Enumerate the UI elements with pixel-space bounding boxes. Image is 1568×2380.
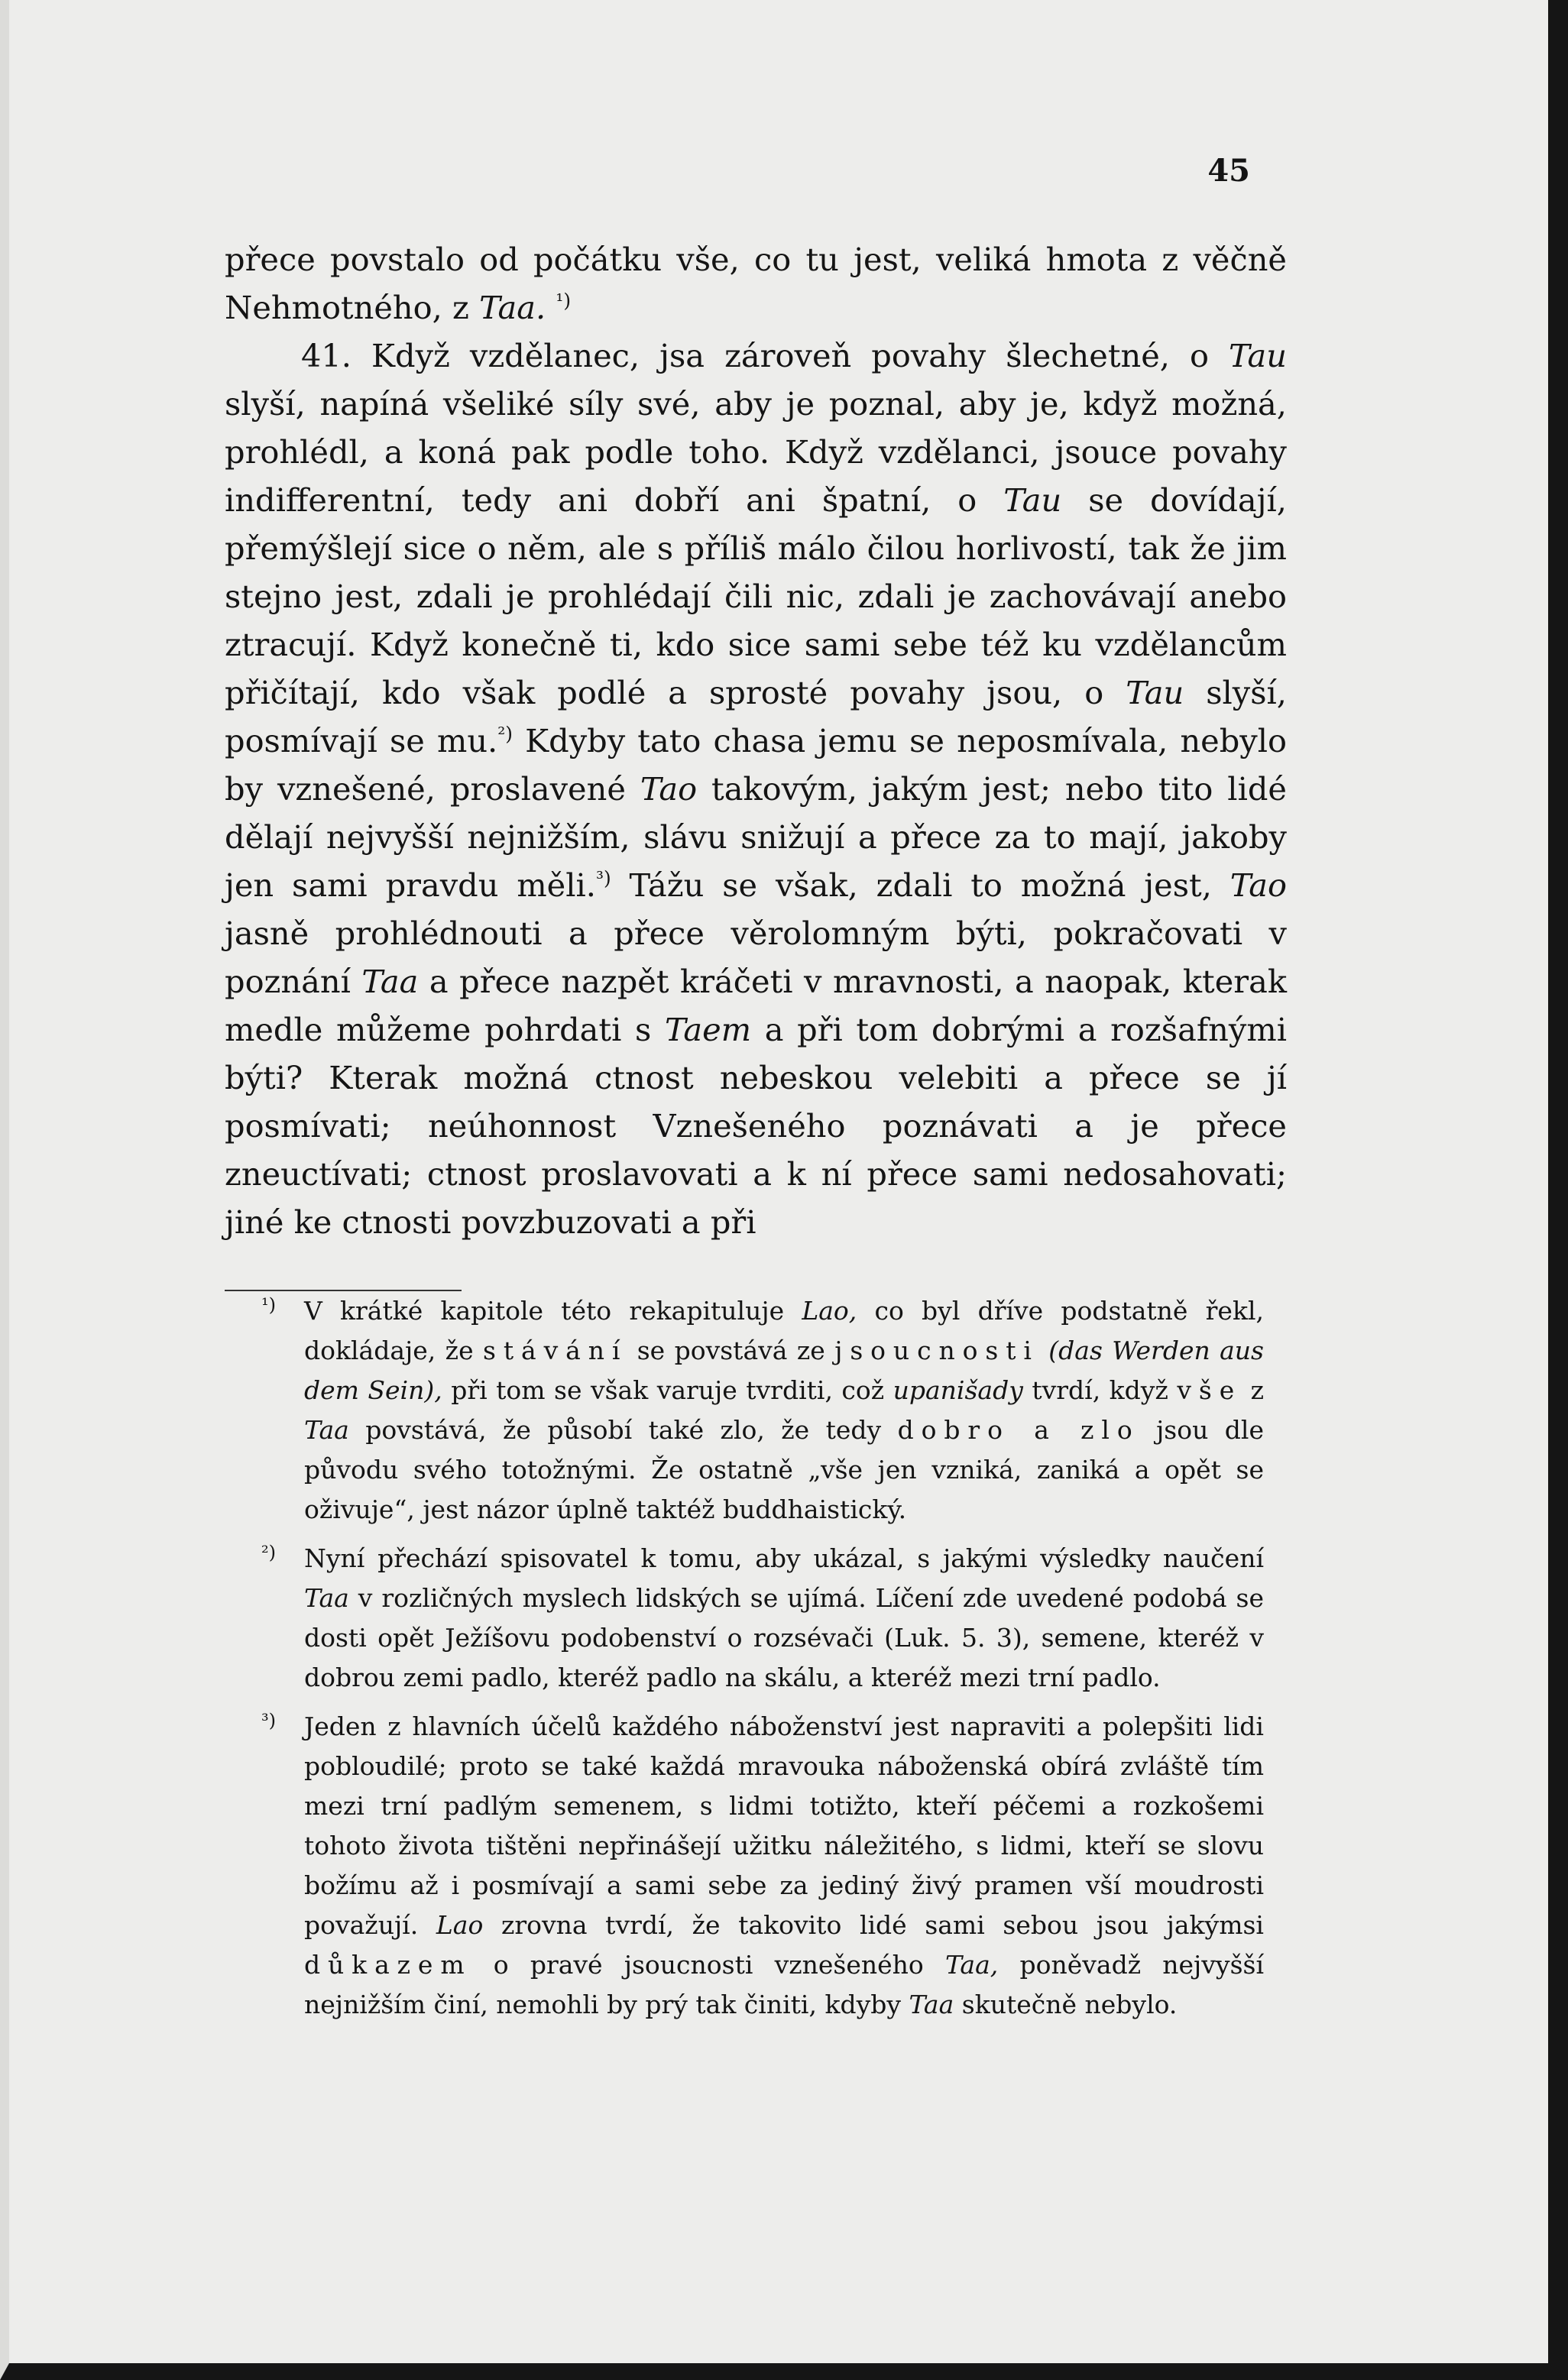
text-run: Jeden z hlavních účelů každého náboženství jest napraviti a polepšiti lidi pobloudilé; proto se také každá mravouka náboženská obírá zvláště tím mezi trní padlým semenem, s lidmi totižto, kteří péčemi a rozkošemi tohoto života tištěni nepřinášejí užitku náležitého, s lidmi, kteří se slovu božímu až i posmívají a sami sebe za jediný živý pramen vší moudrosti považují. <box>304 1711 1264 1940</box>
text-run: poněvadž nejvyšší nejnižším činí, nemohli by prý tak činiti, kdyby <box>304 1950 1265 2019</box>
footnote-text <box>304 1291 1264 1530</box>
text-run: co byl dříve podstatně řekl, dokládaje, že <box>304 1296 1264 1365</box>
footnote-text <box>304 1707 1264 2025</box>
footnote-text <box>304 1539 1264 1698</box>
footnote-ref: ²) <box>497 723 513 746</box>
italic-term: Taa. <box>479 289 546 326</box>
text-run: se dovídají, přemýšlejí sice o něm, ale s příliš málo čilou horlivostí, tak že jim stejno jest, zdali je prohlédají čili nic, zdali je zachovávají anebo ztracují. Když konečně ti, kdo sice sami sebe též ku vzdělancům přičítají, kdo však podlé a sprosté povahy jsou, o <box>225 481 1287 711</box>
text-run: z <box>1250 1375 1264 1405</box>
footnote-marker: ³) <box>261 1710 276 1731</box>
italic-term: Tau <box>1126 674 1184 711</box>
spaced-term: důkazem <box>304 1950 472 1980</box>
italic-term: Taa, <box>944 1950 999 1980</box>
text-run: Nyní přechází spisovatel k tomu, aby ukázal, s jakými výsledky naučení <box>304 1543 1264 1573</box>
footnote-marker: ¹) <box>261 1294 276 1316</box>
text-run: Kdyby tato chasa jemu se neposmívala, nebylo by vznešené, proslavené <box>225 722 1287 808</box>
footnote-ref: ¹) <box>556 290 572 312</box>
italic-term: (das Werden aus dem Sein), <box>304 1336 1264 1405</box>
text-run: přece povstalo od počátku vše, co tu jest, veliká hmota z věčně Nehmotného, z <box>225 241 1287 326</box>
text-run: o pravé jsoucnosti vznešeného <box>493 1950 924 1980</box>
text-run: zrovna tvrdí, že takovito lidé sami sebou jsou jakýmsi <box>501 1910 1264 1940</box>
text-run: a při tom dobrými a rozšafnými býti? Kterak možná ctnost nebeskou velebiti a přece se jí posmívati; neúhonnost Vznešeného poznávati a je přece zneuctívati; ctnost proslavovati a k ní přece sami nedosahovati; jiné ke ctnosti povzbuzovati a při <box>225 1011 1287 1241</box>
text-run: slyší, napíná všeliké síly své, aby je poznal, aby je, když možná, prohlédl, a koná pak podle toho. Když vzdělanci, jsouce povahy indifferentní, tedy ani dobří ani špatní, o <box>225 385 1287 519</box>
text-run: skutečně nebylo. <box>961 1990 1178 2019</box>
text-run: se povstává ze <box>637 1336 825 1365</box>
text-run: povstává, že působí také zlo, že tedy <box>365 1415 882 1445</box>
footnote-3 <box>261 1707 1264 2025</box>
text-run: v rozličných myslech lidských se ujímá. Líčení zde uvedené podobá se dosti opět Ježíšovu podobenství o rozsévači (Luk. 5. 3), semene, kteréž v dobrou zemi padlo, kteréž padlo na skálu, a kteréž mezi trní padlo. <box>304 1583 1264 1692</box>
italic-term: Taem <box>664 1011 752 1048</box>
text-run: Tážu se však, zdali to možná jest, <box>629 866 1212 904</box>
footnote-marker: ²) <box>261 1542 276 1563</box>
text-run: slyší, posmívají se mu. <box>225 674 1287 759</box>
italic-term: Lao, <box>802 1296 857 1326</box>
italic-term: Tau <box>1229 337 1287 374</box>
spaced-term: dobro a zlo <box>897 1415 1140 1445</box>
footnotes <box>261 1291 1264 2025</box>
text-run: V krátké kapitole této rekapituluje <box>304 1296 785 1326</box>
continuation-paragraph <box>225 235 1287 332</box>
spaced-term: stávání <box>483 1336 628 1365</box>
italic-term: Taa <box>909 1990 954 2019</box>
text-run: jasně prohlédnouti a přece věrolomným býti, pokračovati v poznání <box>225 915 1287 1000</box>
italic-term: Tau <box>1003 481 1062 519</box>
text-run: takovým, jakým jest; nebo tito lidé dělají nejvyšší nejnižším, slávu snižují a přece za to mají, jakoby jen sami pravdu měli. <box>225 770 1287 904</box>
spaced-term: jsoucnosti <box>834 1336 1039 1365</box>
italic-term: Taa <box>304 1415 349 1445</box>
italic-term: Tao <box>1229 866 1287 904</box>
italic-term: Taa <box>304 1583 349 1613</box>
footnote-1 <box>261 1291 1264 1530</box>
paragraph-41 <box>225 332 1287 1246</box>
footnote-ref: ³) <box>595 867 611 890</box>
spaced-term: vše <box>1177 1375 1242 1405</box>
italic-term: Tao <box>640 770 698 808</box>
paragraph-number: 41. <box>301 337 352 374</box>
page-number: 45 <box>1207 153 1250 189</box>
italic-term: Taa <box>361 963 419 1000</box>
italic-term: upanišady <box>893 1375 1023 1405</box>
footnote-2 <box>261 1539 1264 1698</box>
text-run: a přece nazpět kráčeti v mravnosti, a naopak, kterak medle můžeme pohrdati s <box>225 963 1287 1048</box>
text-run: tvrdí, když <box>1032 1375 1168 1405</box>
text-run: jsou dle původu svého totožnými. Že ostatně „vše jen vzniká, zaniká a opět se oživuje“, jest názor úplně taktéž buddhaistický. <box>304 1415 1264 1524</box>
text-run: Když vzdělanec, jsa zároveň povahy šlechetné, o <box>371 337 1210 374</box>
italic-term: Lao <box>436 1910 484 1940</box>
main-text <box>225 235 1287 1246</box>
text-run: při tom se však varuje tvrditi, což <box>451 1375 885 1405</box>
